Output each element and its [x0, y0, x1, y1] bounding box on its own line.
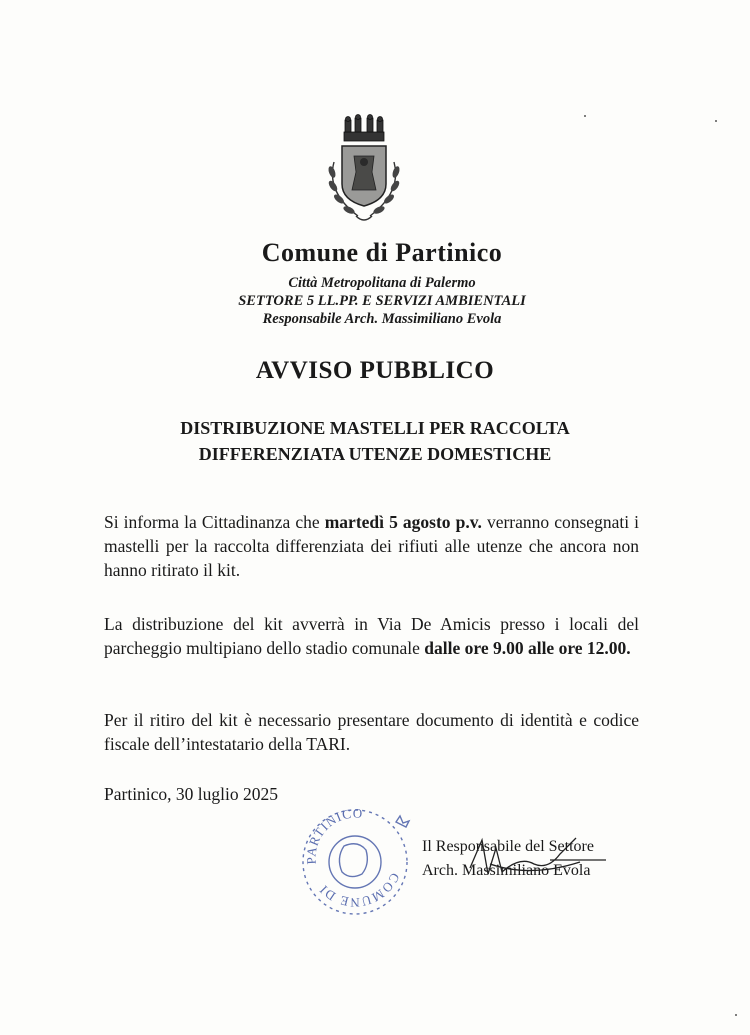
- notice-subject-line-2: DIFFERENZIATA UTENZE DOMESTICHE: [198, 444, 552, 464]
- signatory-name: Arch. Massimiliano Evola: [422, 862, 591, 879]
- svg-text:COMUNE DI: [316, 871, 403, 910]
- stamp-text-bottom: COMUNE DI: [315, 870, 403, 910]
- town-name: Comune di Partinico: [261, 238, 503, 267]
- notice-title: AVVISO PUBBLICO: [255, 357, 495, 384]
- scan-speck: [715, 120, 717, 122]
- svg-text:PARTINICO: [303, 805, 363, 864]
- responsible-name: Responsabile Arch. Massimiliano Evola: [262, 311, 502, 327]
- distribution-hours: dalle ore 9.00 alle ore 12.00.: [424, 638, 631, 658]
- announcement-text-rest: verranno consegnati i mastelli per la raccolta differenziata dei rifiuti alle utenze che ancora non hanno ritirato il kit.: [104, 512, 639, 580]
- paragraph-requirements: Per il ritiro del kit è necessario presentare documento di identità e codice fiscale dell’intestatario della TARI.: [104, 710, 639, 754]
- handwritten-signature: [430, 834, 620, 884]
- scan-speck: [735, 1014, 737, 1016]
- notice-subject-line-1: DISTRIBUZIONE MASTELLI PER RACCOLTA: [180, 418, 570, 438]
- announcement-date: martedì 5 agosto p.v.: [324, 512, 482, 532]
- official-stamp: [296, 802, 414, 920]
- scan-speck: [584, 115, 586, 117]
- stamp-text-top: PARTINICO: [303, 805, 364, 865]
- metropolitan-city: Città Metropolitana di Palermo: [288, 275, 476, 291]
- paragraph-announcement: [104, 510, 639, 582]
- paragraph-location: [104, 612, 639, 660]
- sector-name: SETTORE 5 LL.PP. E SERVIZI AMBIENTALI: [238, 293, 526, 309]
- location-text: La distribuzione del kit avverrà in Via De Amicis presso i locali del parcheggio multipiano dello stadio comunale: [104, 614, 639, 658]
- announcement-text: Si informa la Cittadinanza che: [104, 512, 325, 532]
- coat-of-arms-emblem: [318, 112, 410, 230]
- place-and-date: Partinico, 30 luglio 2025: [104, 784, 279, 804]
- signatory-title: Il Responsabile del Settore: [422, 838, 594, 855]
